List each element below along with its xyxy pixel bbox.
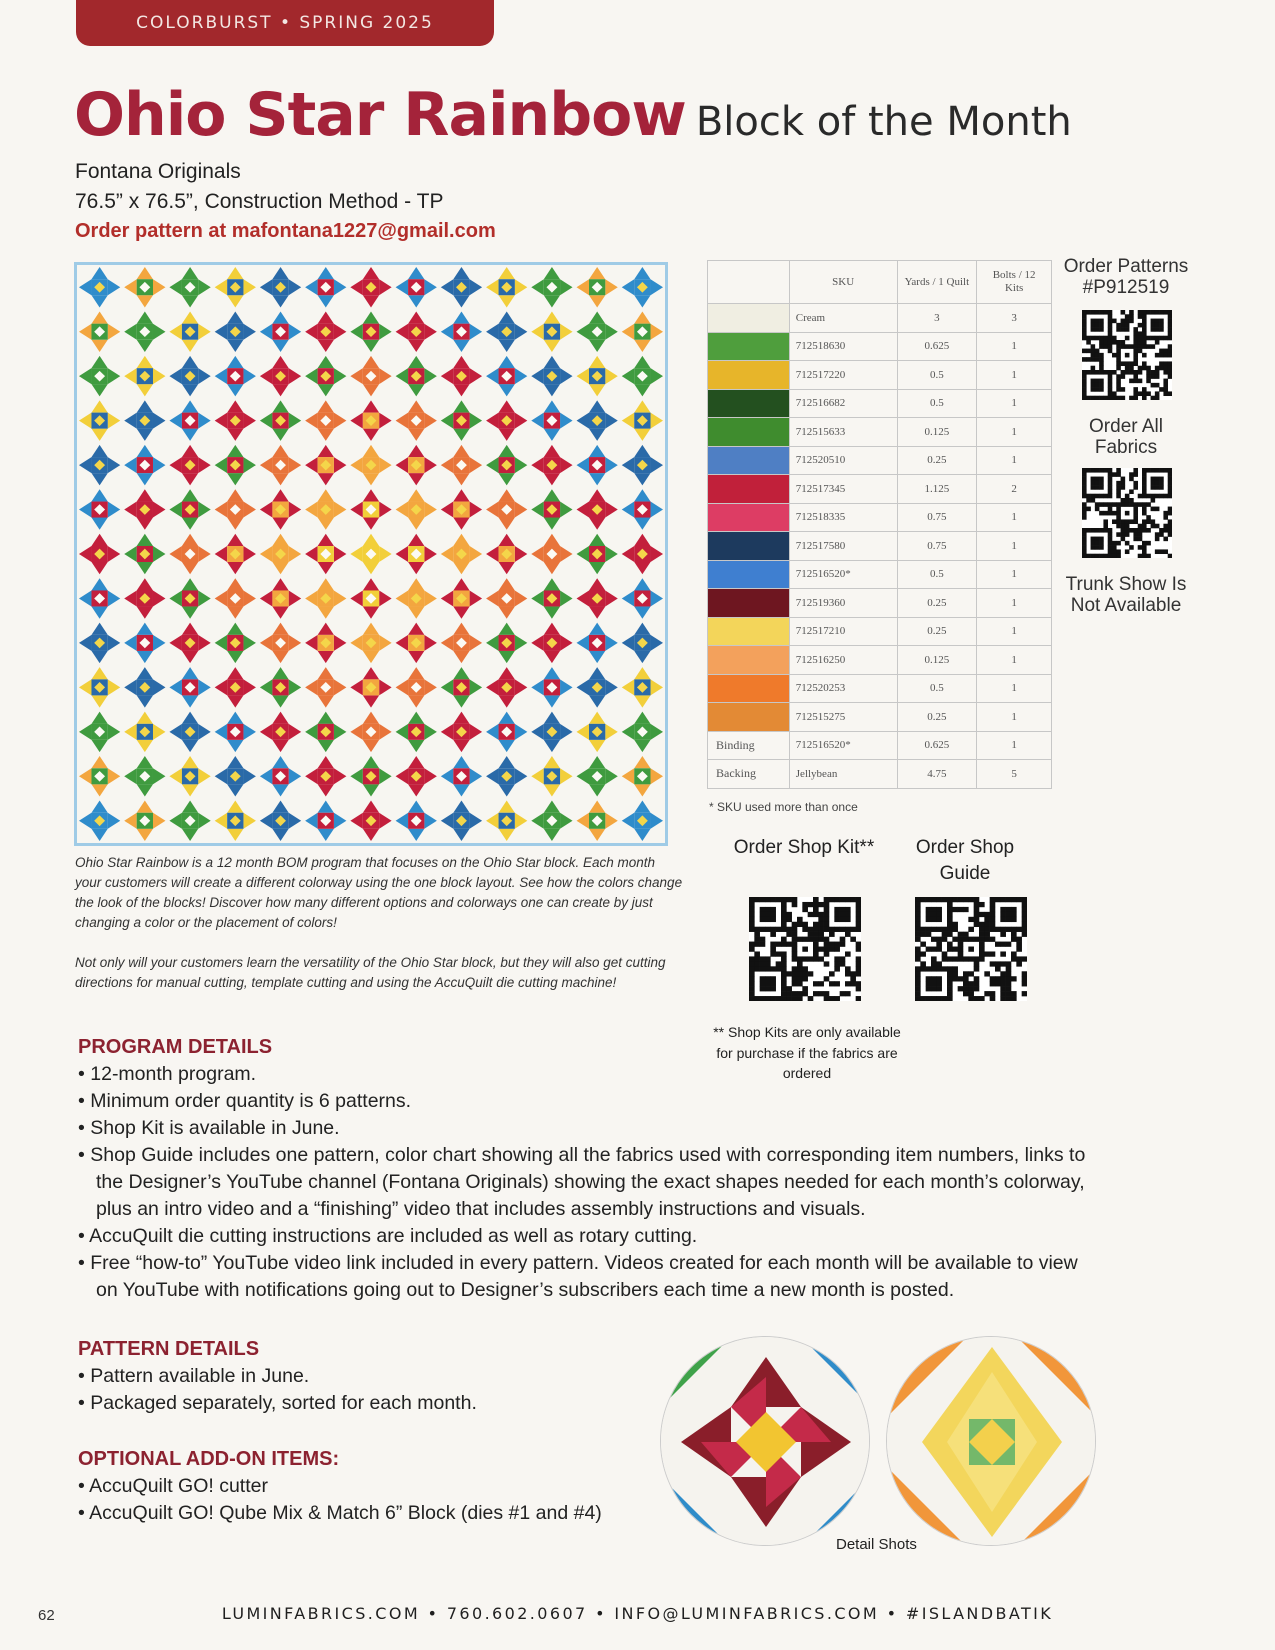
sku-header: SKU (789, 261, 897, 304)
swatch-color (708, 589, 789, 617)
page-title (74, 80, 1072, 150)
fabric-swatch (708, 589, 790, 618)
table-row (708, 589, 1052, 618)
fabric-swatch (708, 560, 790, 589)
page-number: 62 (38, 1607, 55, 1624)
sku-cell: 712517580 (789, 532, 897, 561)
yards-cell: 0.125 (897, 646, 977, 675)
sku-cell: 712516682 (789, 389, 897, 418)
yards-cell: 0.75 (897, 532, 977, 561)
yards-cell: 0.125 (897, 418, 977, 447)
table-row (708, 389, 1052, 418)
order-patterns-text: Order Patterns (1063, 256, 1189, 277)
yards-cell: 3 (897, 304, 977, 333)
yards-cell: 0.25 (897, 589, 977, 618)
fabric-swatch (708, 703, 790, 732)
swatch-color (708, 504, 789, 532)
detail-shot-yellow-star (886, 1336, 1096, 1546)
bolts-cell: 1 (977, 646, 1052, 675)
order-patterns-qr-code[interactable] (1082, 310, 1172, 400)
table-row (708, 731, 1052, 760)
sku-cell: 712516250 (789, 646, 897, 675)
bolts-cell: 1 (977, 532, 1052, 561)
table-row (708, 503, 1052, 532)
order-patterns-label (1056, 256, 1196, 298)
order-fabrics-qr-code[interactable] (1082, 468, 1172, 558)
sku-cell: 712516520* (789, 731, 897, 760)
swatch-color (708, 475, 789, 503)
table-header-row (708, 261, 1052, 304)
quilt-image (74, 262, 668, 846)
yards-cell: 0.5 (897, 361, 977, 390)
bolts-cell: 1 (977, 418, 1052, 447)
sku-cell: 712517210 (789, 617, 897, 646)
bolts-cell: 1 (977, 503, 1052, 532)
swatch-color (708, 675, 789, 703)
sku-cell: 712517220 (789, 361, 897, 390)
sku-cell: 712516520* (789, 560, 897, 589)
trunk-show-note: Trunk Show Is Not Available (1065, 574, 1187, 616)
swatch-color (708, 333, 789, 361)
table-row (708, 646, 1052, 675)
yards-cell: 0.625 (897, 332, 977, 361)
quilt-dimensions: 76.5” x 76.5”, Construction Method - TP (75, 190, 444, 213)
bolts-cell: 1 (977, 674, 1052, 703)
list-item: • Packaged separately, sorted for each month. (78, 1390, 638, 1417)
caption-paragraph-2: Not only will your customers learn the versatility of the Ohio Star block, but they will also get cutting directions for manual cutting, template cutting and using the AccuQuilt die cutting machine! (75, 955, 666, 990)
fabric-swatch (708, 361, 790, 390)
table-row (708, 475, 1052, 504)
list-item: • Free “how-to” YouTube video link included in every pattern. Videos created for each month will be available to view on YouTube with notifications going out to Designer’s subscribers each time a new month is posted. (78, 1250, 1088, 1304)
footer-contact: LUMINFABRICS.COM • 760.602.0607 • INFO@LUMINFABRICS.COM • #ISLANDBATIK (221, 1604, 1054, 1623)
bolts-cell: 1 (977, 703, 1052, 732)
sku-cell: 712515275 (789, 703, 897, 732)
sku-cell: Jellybean (789, 760, 897, 789)
table-row (708, 446, 1052, 475)
optional-items-heading: OPTIONAL ADD-ON ITEMS: (78, 1448, 340, 1470)
yards-cell: 0.25 (897, 446, 977, 475)
sku-cell: 712515633 (789, 418, 897, 447)
table-row (708, 361, 1052, 390)
optional-items-list (78, 1473, 678, 1527)
shop-guide-label: Order Shop Guide (915, 837, 1015, 884)
order-all-fabrics-label: Order All Fabrics (1089, 416, 1163, 458)
swatch-color (708, 447, 789, 475)
swatch-header (708, 261, 790, 304)
program-details-heading: PROGRAM DETAILS (78, 1036, 273, 1058)
title-sub: Block of the Month (695, 99, 1072, 145)
swatch-color (708, 390, 789, 418)
list-item: • Pattern available in June. (78, 1363, 638, 1390)
list-item: • AccuQuilt GO! Qube Mix & Match 6” Block (dies #1 and #4) (78, 1500, 678, 1527)
yards-cell: 0.75 (897, 503, 977, 532)
fabric-swatch (708, 646, 790, 675)
bolts-cell: 1 (977, 446, 1052, 475)
list-item: • Shop Kit is available in June. (78, 1115, 1088, 1142)
table-row (708, 560, 1052, 589)
swatch-color (708, 361, 789, 389)
bolts-cell: 1 (977, 617, 1052, 646)
list-item: • 12-month program. (78, 1061, 1088, 1088)
yards-cell: 0.625 (897, 731, 977, 760)
bolts-cell: 1 (977, 332, 1052, 361)
swatch-color (708, 618, 789, 646)
fabric-swatch (708, 532, 790, 561)
swatch-color (708, 703, 789, 731)
fabric-swatch (708, 503, 790, 532)
bolts-cell: 1 (977, 361, 1052, 390)
fabric-swatch (708, 475, 790, 504)
table-row (708, 332, 1052, 361)
detail-shots-label: Detail Shots (836, 1536, 917, 1553)
order-email-link[interactable]: Order pattern at mafontana1227@gmail.com (75, 220, 496, 242)
table-row (708, 703, 1052, 732)
list-item: • AccuQuilt GO! cutter (78, 1473, 678, 1500)
sku-cell: 712518335 (789, 503, 897, 532)
list-item: • AccuQuilt die cutting instructions are included as well as rotary cutting. (78, 1223, 1088, 1250)
header-tab: COLORBURST • SPRING 2025 (76, 0, 494, 46)
sku-cell: 712519360 (789, 589, 897, 618)
shop-kit-note: ** Shop Kits are only available for purchase if the fabrics are ordered (713, 1024, 901, 1081)
title-main: Ohio Star Rainbow (74, 80, 686, 150)
list-item: • Minimum order quantity is 6 patterns. (78, 1088, 1088, 1115)
pattern-details-heading: PATTERN DETAILS (78, 1338, 260, 1360)
yards-cell: 0.25 (897, 617, 977, 646)
bolts-cell: 1 (977, 389, 1052, 418)
table-row (708, 674, 1052, 703)
fabric-swatch (708, 617, 790, 646)
fabric-table (707, 260, 1052, 789)
table-row (708, 532, 1052, 561)
fabric-swatch (708, 674, 790, 703)
sku-cell: 712520253 (789, 674, 897, 703)
yards-cell: 4.75 (897, 760, 977, 789)
yards-cell: 0.5 (897, 674, 977, 703)
swatch-color (708, 646, 789, 674)
sku-cell: Cream (789, 304, 897, 333)
quilt-caption (75, 853, 685, 993)
yards-cell: 1.125 (897, 475, 977, 504)
fabric-swatch (708, 446, 790, 475)
pattern-details-list (78, 1363, 638, 1417)
bolts-header: Bolts / 12 Kits (977, 261, 1052, 304)
yards-cell: 0.25 (897, 703, 977, 732)
row-label: Backing (708, 760, 790, 789)
swatch-color (708, 418, 789, 446)
yards-cell: 0.5 (897, 560, 977, 589)
table-row (708, 760, 1052, 789)
detail-shot-red-star (660, 1336, 870, 1546)
table-row (708, 418, 1052, 447)
sku-cell: 712517345 (789, 475, 897, 504)
sku-cell: 712518630 (789, 332, 897, 361)
swatch-color (708, 304, 789, 332)
program-details-list (78, 1061, 1088, 1304)
fabric-swatch (708, 418, 790, 447)
table-row (708, 304, 1052, 333)
table-footnote: * SKU used more than once (709, 800, 858, 814)
row-label: Binding (708, 731, 790, 760)
swatch-color (708, 561, 789, 589)
swatch-color (708, 532, 789, 560)
shop-kit-label: Order Shop Kit** (733, 837, 875, 858)
bolts-cell: 1 (977, 560, 1052, 589)
fabric-swatch (708, 332, 790, 361)
sku-cell: 712520510 (789, 446, 897, 475)
bolts-cell: 3 (977, 304, 1052, 333)
caption-paragraph-1: Ohio Star Rainbow is a 12 month BOM program that focuses on the Ohio Star block. Each month your customers will create a different colorway using the one block layout. See how the colors change the look of the blocks! Discover how many different options and colorways one can create by just changing a color or the placement of colors! (75, 855, 683, 930)
table-row (708, 617, 1052, 646)
yards-header: Yards / 1 Quilt (897, 261, 977, 304)
designer-name: Fontana Originals (75, 160, 241, 183)
shop-kit-qr-code[interactable] (749, 897, 861, 1001)
fabric-swatch (708, 389, 790, 418)
fabric-swatch (708, 304, 790, 333)
shop-guide-qr-code[interactable] (915, 897, 1027, 1001)
bolts-cell: 1 (977, 731, 1052, 760)
bolts-cell: 1 (977, 589, 1052, 618)
bolts-cell: 2 (977, 475, 1052, 504)
pattern-code: #P912519 (1082, 277, 1170, 298)
list-item: • Shop Guide includes one pattern, color chart showing all the fabrics used with corresponding item numbers, links to the Designer’s YouTube channel (Fontana Originals) showing the exact shapes needed for each month’s colorway, plus an intro video and a “finishing” video that includes assembly instructions and visuals. (78, 1142, 1088, 1223)
yards-cell: 0.5 (897, 389, 977, 418)
bolts-cell: 5 (977, 760, 1052, 789)
